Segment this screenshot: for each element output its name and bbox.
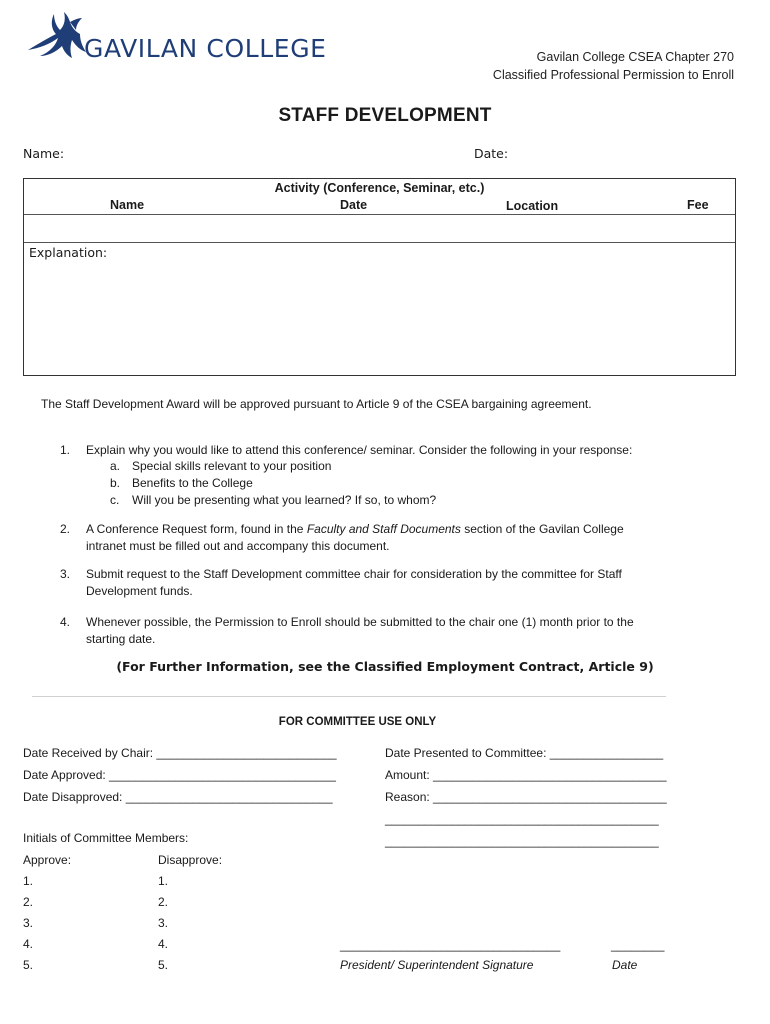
- sub-text: Special skills relevant to your position: [132, 459, 332, 473]
- approve-number-4[interactable]: 4.: [23, 937, 34, 951]
- section-divider: [32, 696, 666, 697]
- list-text: Explain why you would like to attend this conference/ seminar. Consider the following in your response:: [86, 443, 633, 457]
- reason-line-2[interactable]: _________________________________________: [385, 812, 659, 826]
- list-number: 4.: [60, 615, 71, 629]
- reason-line-3[interactable]: _________________________________________: [385, 834, 659, 848]
- date-received-field[interactable]: Date Received by Chair: ___________________________: [23, 746, 337, 760]
- column-name: Name: [110, 198, 145, 212]
- disapprove-number-1[interactable]: 1.: [158, 874, 169, 888]
- signature-date-label: Date: [612, 958, 638, 972]
- signature-date-line[interactable]: ________: [611, 938, 665, 952]
- amount-field[interactable]: Amount: ___________________________________: [385, 768, 667, 782]
- sub-text: Benefits to the College: [132, 476, 253, 490]
- sub-letter: a.: [110, 459, 121, 473]
- signature-line[interactable]: _________________________________: [340, 938, 561, 952]
- sub-letter: c.: [110, 493, 120, 507]
- org-header: [493, 48, 734, 84]
- page-title: STAFF DEVELOPMENT: [278, 105, 492, 126]
- date-approved-field[interactable]: Date Approved: __________________________________: [23, 768, 336, 782]
- table-entry-row[interactable]: [24, 215, 735, 241]
- list-text-part: section of the Gavilan College intranet must be filled out and accompany this document.: [86, 522, 624, 553]
- intro-text: The Staff Development Award will be approved pursuant to Article 9 of the CSEA bargaining agreement.: [41, 397, 592, 411]
- eagle-icon: [28, 12, 86, 58]
- column-date: Date: [340, 198, 368, 212]
- list-text: [86, 521, 656, 555]
- documents-section-name: Faculty and Staff Documents: [306, 522, 461, 536]
- approve-label: Approve:: [23, 853, 72, 867]
- initials-label: Initials of Committee Members:: [23, 831, 189, 845]
- disapprove-number-3[interactable]: 3.: [158, 916, 169, 930]
- disapprove-number-5[interactable]: 5.: [158, 958, 169, 972]
- list-number: 2.: [60, 522, 71, 536]
- signature-label: President/ Superintendent Signature: [340, 958, 534, 972]
- further-info-note: (For Further Information, see the Classified Employment Contract, Article 9): [116, 659, 654, 674]
- explanation-label: Explanation:: [29, 245, 108, 260]
- list-number: 3.: [60, 567, 71, 581]
- table-divider: [24, 242, 735, 243]
- logo-wordmark: GAVILAN COLLEGE: [84, 34, 327, 63]
- approve-number-5[interactable]: 5.: [23, 958, 34, 972]
- list-text: Submit request to the Staff Development committee chair for consideration by the committee for Staff Development funds.: [86, 567, 622, 598]
- date-disapproved-field[interactable]: Date Disapproved: _______________________________: [23, 790, 333, 804]
- list-text: Whenever possible, the Permission to Enroll should be submitted to the chair one (1) month prior to the starting date.: [86, 615, 634, 646]
- activity-header: Activity (Conference, Seminar, etc.): [274, 181, 485, 195]
- approve-number-2[interactable]: 2.: [23, 895, 34, 909]
- disapprove-number-4[interactable]: 4.: [158, 937, 169, 951]
- reason-field[interactable]: Reason: ___________________________________: [385, 790, 667, 804]
- activity-table: [23, 178, 736, 376]
- org-chapter: Gavilan College CSEA Chapter 270: [536, 50, 734, 64]
- sub-letter: b.: [110, 476, 121, 490]
- date-label: Date:: [474, 146, 509, 161]
- list-text-part: A Conference Request form, found in the: [86, 522, 307, 536]
- approve-number-3[interactable]: 3.: [23, 916, 34, 930]
- disapprove-number-2[interactable]: 2.: [158, 895, 169, 909]
- disapprove-label: Disapprove:: [158, 853, 223, 867]
- column-fee: Fee: [687, 198, 709, 212]
- date-presented-field[interactable]: Date Presented to Committee: _________________: [385, 746, 664, 760]
- approve-number-1[interactable]: 1.: [23, 874, 34, 888]
- list-number: 1.: [60, 443, 71, 457]
- committee-title: FOR COMMITTEE USE ONLY: [278, 716, 437, 728]
- sub-text: Will you be presenting what you learned? If so, to whom?: [132, 493, 437, 507]
- org-form-name: Classified Professional Permission to Enroll: [492, 68, 734, 82]
- name-label: Name:: [23, 146, 65, 161]
- column-location: Location: [506, 199, 559, 213]
